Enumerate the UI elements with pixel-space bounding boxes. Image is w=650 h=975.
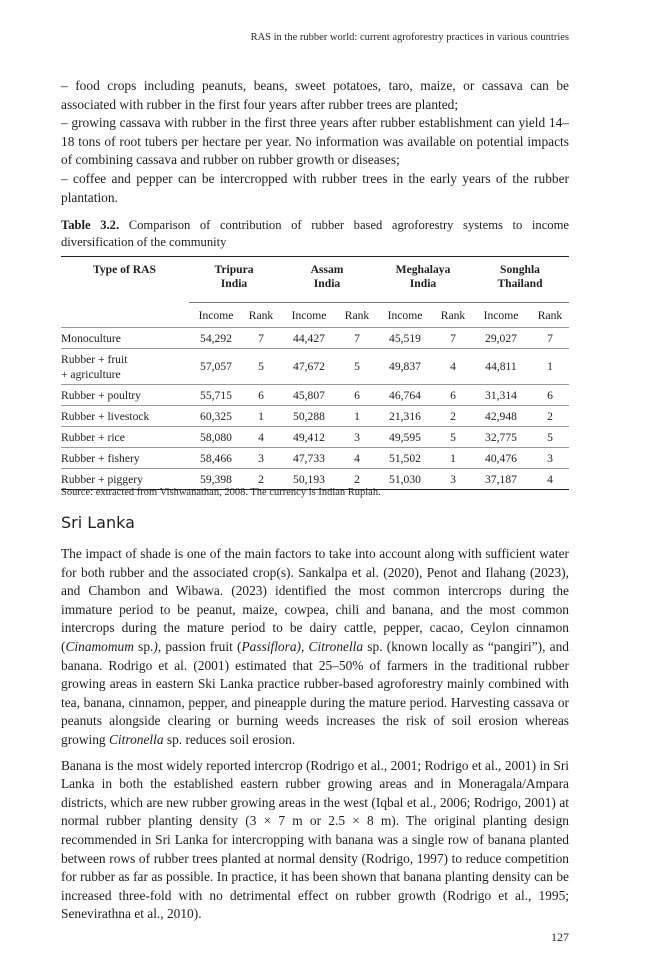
income-cell: 55,715: [189, 385, 243, 406]
income-cell: 59,398: [189, 469, 243, 490]
rank-cell: 2: [339, 469, 375, 490]
running-header: RAS in the rubber world: current agroforestry practices in various countries: [250, 32, 569, 43]
ras-type-cell: Rubber + livestock: [61, 406, 189, 427]
section-heading: Sri Lanka: [61, 513, 135, 532]
rank-cell: 1: [531, 349, 569, 385]
header-income: Income: [471, 303, 531, 328]
income-cell: 51,030: [375, 469, 435, 490]
table-row: [61, 349, 569, 385]
table-caption: [61, 217, 569, 252]
rank-cell: 4: [243, 427, 279, 448]
rank-cell: 6: [435, 385, 471, 406]
rank-cell: 7: [435, 328, 471, 349]
ras-type-cell: Rubber + piggery: [61, 469, 189, 490]
section-body: [61, 545, 569, 931]
income-cell: 58,466: [189, 448, 243, 469]
table-row: [61, 385, 569, 406]
ras-type-cell: Rubber + poultry: [61, 385, 189, 406]
income-cell: 32,775: [471, 427, 531, 448]
body-paragraph: Banana is the most widely reported intercrop (Rodrigo et al., 2001; Rodrigo et al., 2001) in Sri Lanka in both the established eastern rubber growing areas and in Moneragala/Ampara districts, which are new rubber growing areas in the west (Iqbal et al., 2006; Rodrigo, 2001) at normal rubber planting density (3 × 7 m or 2.5 × 8 m). The original planting design recommended in Sri Lanka for intercropping with banana was a single row of banana planted between rows of rubber trees planted at normal density (Rodrigo, 1997) to reduce competition for rubber as far as possible. In practice, it has been shown that banana planting density can be increased three-fold with no detrimental effect on rubber growth (Rodrigo et al., 1995; Senevirathna et al., 2010).: [61, 757, 569, 922]
rank-cell: 2: [243, 469, 279, 490]
bullet-item: – growing cassava with rubber in the first three years after rubber establishment can yield 14–18 tons of root tubers per hectare per year. No information was available on potential impacts of combining cassava and rubber on rubber growth or diseases;: [61, 115, 569, 168]
rank-cell: 1: [339, 406, 375, 427]
header-income: Income: [279, 303, 339, 328]
header-income: Income: [375, 303, 435, 328]
ras-type-cell: Monoculture: [61, 328, 189, 349]
rank-cell: 5: [531, 427, 569, 448]
table-row: [61, 328, 569, 349]
income-cell: 51,502: [375, 448, 435, 469]
income-cell: 37,187: [471, 469, 531, 490]
income-cell: 42,948: [471, 406, 531, 427]
rank-cell: 5: [435, 427, 471, 448]
income-cell: 45,807: [279, 385, 339, 406]
income-cell: 49,837: [375, 349, 435, 385]
table-row: [61, 427, 569, 448]
bullet-item: – coffee and pepper can be intercropped with rubber trees in the early years of the rubber plantation.: [61, 170, 569, 205]
rank-cell: 3: [435, 469, 471, 490]
income-cell: 50,193: [279, 469, 339, 490]
table-row: [61, 448, 569, 469]
page-number: 127: [551, 930, 569, 944]
income-cell: 49,412: [279, 427, 339, 448]
table-source: Source: extracted from Vishwanathan, 2008. The currency is Indian Rupiah.: [61, 487, 381, 498]
income-cell: 21,316: [375, 406, 435, 427]
income-cell: 54,292: [189, 328, 243, 349]
rank-cell: 4: [531, 469, 569, 490]
bullet-list: [61, 77, 569, 207]
header-rank: Rank: [243, 303, 279, 328]
rank-cell: 7: [243, 328, 279, 349]
income-cell: 44,811: [471, 349, 531, 385]
ras-income-table: [61, 256, 569, 490]
header-rank: Rank: [339, 303, 375, 328]
rank-cell: 2: [435, 406, 471, 427]
header-type-of-ras: Type of RAS: [93, 263, 156, 276]
header-region: Meghalaya India: [395, 263, 451, 290]
income-cell: 47,672: [279, 349, 339, 385]
rank-cell: 6: [243, 385, 279, 406]
header-region: Assam India: [310, 263, 344, 290]
income-cell: 44,427: [279, 328, 339, 349]
income-cell: 29,027: [471, 328, 531, 349]
income-cell: 50,288: [279, 406, 339, 427]
income-cell: 47,733: [279, 448, 339, 469]
rank-cell: 6: [339, 385, 375, 406]
rank-cell: 3: [243, 448, 279, 469]
ras-type-cell: Rubber + rice: [61, 427, 189, 448]
ras-type-cell: Rubber + fruit + agriculture: [61, 349, 189, 385]
income-cell: 31,314: [471, 385, 531, 406]
rank-cell: 7: [531, 328, 569, 349]
rank-cell: 3: [339, 427, 375, 448]
ras-type-cell: Rubber + fishery: [61, 448, 189, 469]
income-cell: 40,476: [471, 448, 531, 469]
income-cell: 60,325: [189, 406, 243, 427]
rank-cell: 3: [531, 448, 569, 469]
rank-cell: 6: [531, 385, 569, 406]
income-cell: 46,764: [375, 385, 435, 406]
rank-cell: 7: [339, 328, 375, 349]
rank-cell: 1: [243, 406, 279, 427]
rank-cell: 5: [243, 349, 279, 385]
table-row: [61, 406, 569, 427]
header-region: Tripura India: [214, 263, 254, 290]
header-blank: [61, 303, 189, 328]
rank-cell: 4: [339, 448, 375, 469]
header-income: Income: [189, 303, 243, 328]
table-label: Table 3.2.: [61, 218, 120, 232]
rank-cell: 1: [435, 448, 471, 469]
rank-cell: 5: [339, 349, 375, 385]
header-region: Songhla Thailand: [497, 263, 543, 290]
rank-cell: 4: [435, 349, 471, 385]
table-caption-text: Comparison of contribution of rubber based agroforestry systems to income diversification of the community: [61, 218, 569, 250]
table-body: [61, 328, 569, 490]
bullet-item: – food crops including peanuts, beans, sweet potatoes, taro, maize, or cassava can be associated with rubber in the first four years after rubber trees are planted;: [61, 78, 569, 112]
income-cell: 57,057: [189, 349, 243, 385]
income-cell: 49,595: [375, 427, 435, 448]
header-rank: Rank: [435, 303, 471, 328]
income-cell: 58,080: [189, 427, 243, 448]
header-rank: Rank: [531, 303, 569, 328]
rank-cell: 2: [531, 406, 569, 427]
income-cell: 45,519: [375, 328, 435, 349]
body-paragraph: The impact of shade is one of the main factors to take into account along with sufficient water for both rubber and the associated crop(s). Sankalpa et al. (2020), Penot and Ilahang (2023), and Chambon and Wibawa. (2023) identified the most common intercrops during the immature period to be peanut, maize, cowpea, chili and banana, and the most common intercrops during the mature period to be dairy cattle, pepper, cacao, Ceylon cinnamon (Cinamomum sp.), passion fruit (Passiflora), Citronella sp. (known locally as “pangiri”), and banana. Rodrigo et al. (2001) estimated that 25–50% of farmers in the traditional rubber growing areas in eastern Ski Lanka practice rubber-based agroforestry mainly combined with tea, banana, cinnamon, pepper, and pineapple during the mature period. Harvesting cassava or peanuts alongside clearing or burning weeds increases the risk of soil erosion whereas growing Citronella sp. reduces soil erosion.: [61, 546, 569, 747]
